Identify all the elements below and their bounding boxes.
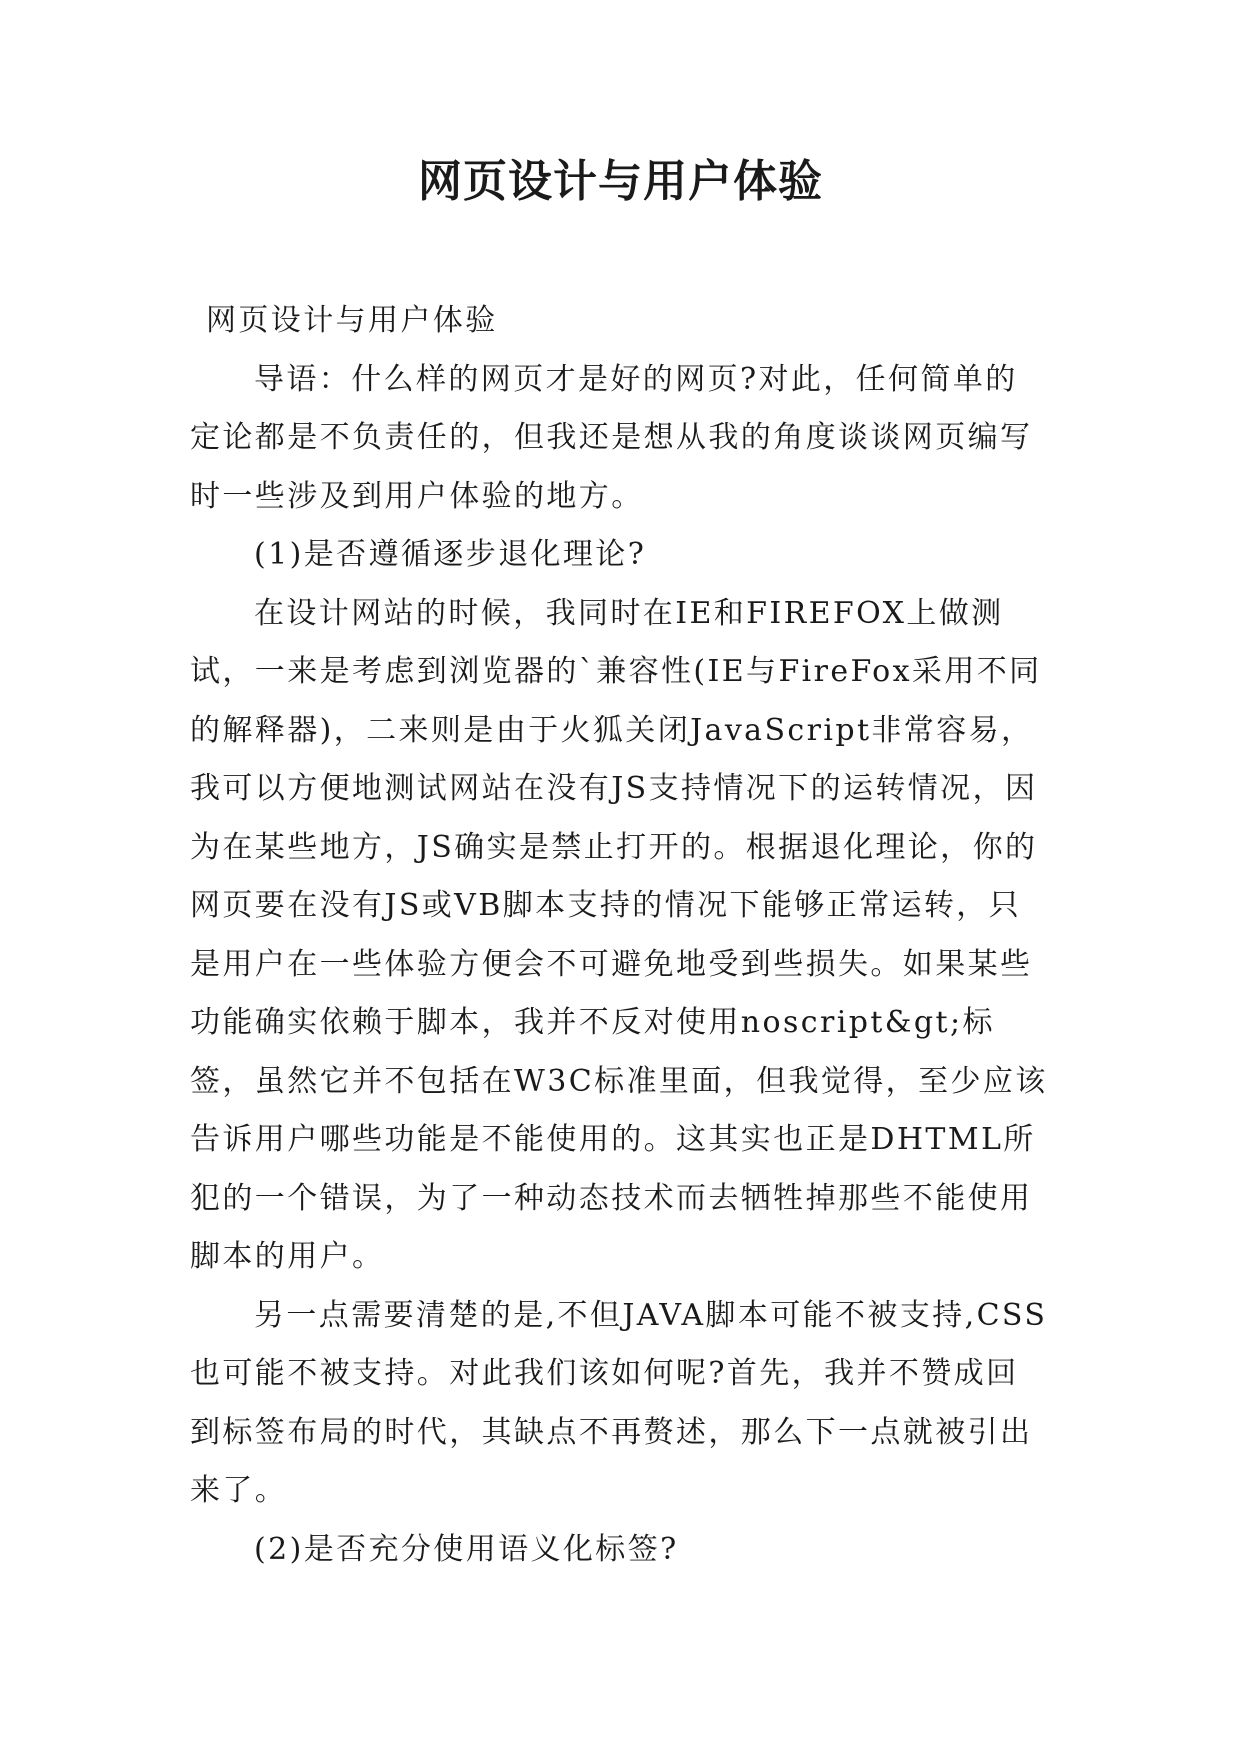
document-title: 网页设计与用户体验 — [418, 156, 823, 207]
subtitle-paragraph: 网页设计与用户体验 — [206, 303, 498, 338]
intro-paragraph: 导语：什么样的网页才是好的网页?对此，任何简单的定论都是不负责任的，但我还是想从我的角度谈谈网页编写时一些涉及到用户体验的地方。 — [190, 361, 1033, 514]
section-heading-2: (2)是否充分使用语义化标签? — [254, 1531, 679, 1567]
section-heading-1: (1)是否遵循逐步退化理论? — [254, 537, 647, 572]
body-paragraph: 另一点需要清楚的是,不但JAVA脚本可能不被支持,CSS也可能不被支持。对此我们该如何呢?首先，我并不赞成回到标签布局的时代，其缺点不再赘述，那么下一点就被引出来了。 — [190, 1297, 1048, 1508]
body-paragraph: 在设计网站的时候，我同时在IE和FIREFOX上做测试，一来是考虑到浏览器的`兼容性(IE与FireFox采用不同的解释器)，二来则是由于火狐关闭JavaScript非常容易，我可以方便地测试网站在没有JS支持情况下的运转情况，因为在某些地方，JS确实是禁止打开的。根据退化理论，你的网页要在没有JS或VB脚本支持的情况下能够正常运转，只是用户在一些体验方便会不可避免地受到些损失。如果某些功能确实依赖于脚本，我并不反对使用noscript&gt;标签，虽然它并不包括在W3C标准里面，但我觉得，至少应该告诉用户哪些功能是不能使用的。这其实也正是DHTML所犯的一个错误，为了一种动态技术而去牺牲掉那些不能使用脚本的用户。 — [190, 595, 1048, 1274]
document-body — [190, 292, 1050, 1579]
